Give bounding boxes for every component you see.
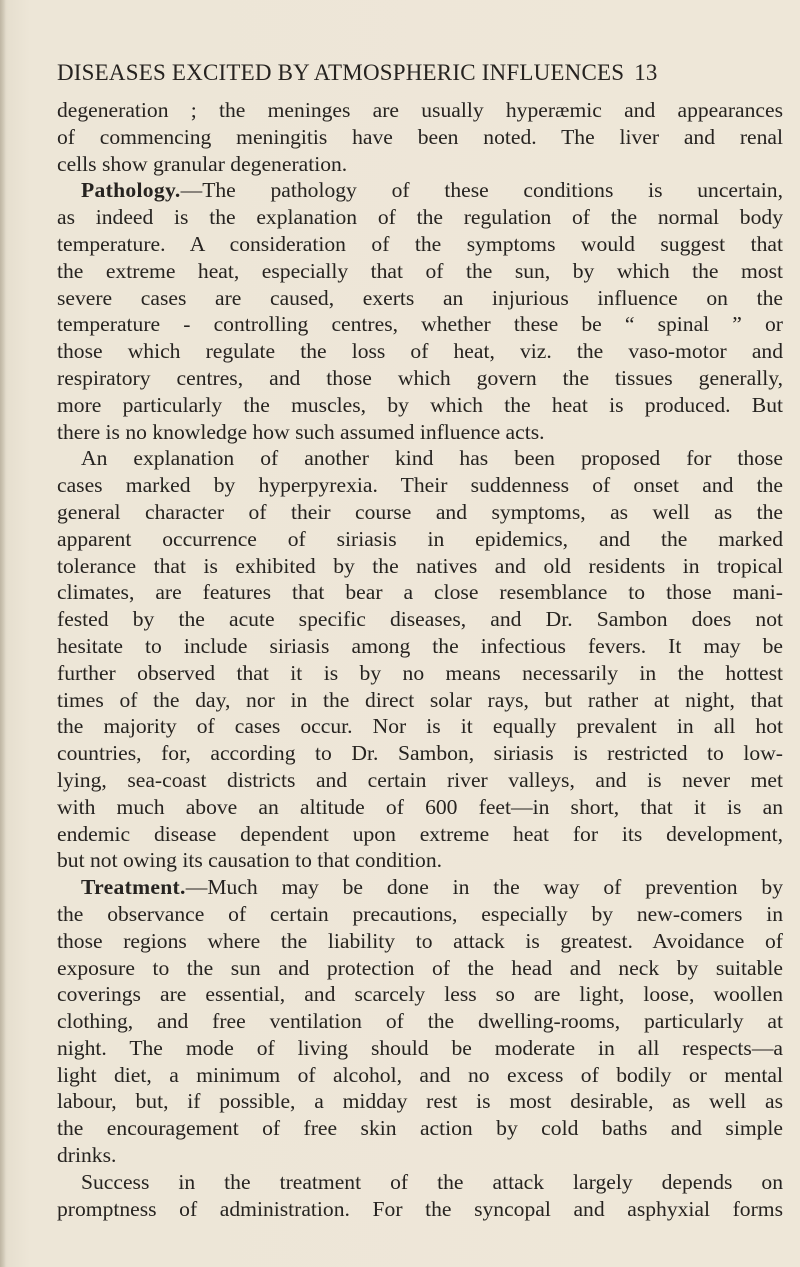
- page-number: 13: [634, 60, 658, 85]
- line-text: those which regulate the loss of heat, viz. the vaso-motor and: [57, 339, 783, 364]
- line-text: as indeed is the explanation of the regulation of the normal body: [57, 205, 783, 230]
- text-line: [57, 419, 783, 446]
- line-text: the majority of cases occur. Nor is it equally prevalent in all hot: [57, 714, 783, 739]
- line-text: climates, are features that bear a close resemblance to those mani-: [57, 580, 783, 605]
- line-text: tolerance that is exhibited by the natives and old residents in tropical: [57, 553, 783, 578]
- line-text: clothing, and free ventilation of the dwelling-rooms, particularly at: [57, 1009, 783, 1034]
- line-text: temperature - controlling centres, whether these be “ spinal ” or: [57, 312, 783, 337]
- line-text: the encouragement of free skin action by cold baths and simple: [57, 1116, 783, 1141]
- text-line: [57, 526, 783, 553]
- line-text: the extreme heat, especially that of the sun, by which the most: [57, 258, 783, 283]
- text-line: [57, 553, 783, 580]
- line-text: labour, but, if possible, a midday rest is most desirable, as well as: [57, 1089, 783, 1114]
- text-line: [57, 151, 783, 178]
- line-text: general character of their course and symptoms, as well as the: [57, 499, 783, 524]
- line-text: apparent occurrence of siriasis in epidemics, and the marked: [57, 526, 783, 551]
- line-text: severe cases are caused, exerts an injurious influence on the: [57, 285, 783, 310]
- body-text: [57, 97, 783, 1222]
- text-line: [57, 1142, 783, 1169]
- line-text: those regions where the liability to attack is greatest. Avoidance of: [57, 928, 783, 953]
- spine-shadow: [0, 0, 6, 1267]
- line-text: An explanation of another kind has been proposed for those: [81, 446, 783, 471]
- line-text: night. The mode of living should be moderate in all respects—a: [57, 1035, 783, 1060]
- line-text: of commencing meningitis have been noted. The liver and renal: [57, 124, 783, 149]
- line-text: temperature. A consideration of the symptoms would suggest that: [57, 231, 783, 256]
- line-text: countries, for, according to Dr. Sambon, siriasis is restricted to low-: [57, 741, 783, 766]
- line-text: more particularly the muscles, by which the heat is produced. But: [57, 392, 783, 417]
- section-heading: Treatment.: [81, 875, 186, 900]
- text-line: [57, 204, 783, 231]
- text-line: [57, 445, 783, 472]
- line-text: —The pathology of these conditions is uncertain,: [180, 178, 783, 203]
- line-text: light diet, a minimum of alcohol, and no excess of bodily or mental: [57, 1062, 783, 1087]
- text-line: [57, 1196, 783, 1223]
- text-line: [57, 1008, 783, 1035]
- line-text: but not owing its causation to that condition.: [57, 848, 443, 873]
- text-line: [57, 981, 783, 1008]
- text-line: [57, 285, 783, 312]
- section-heading: Pathology.: [81, 178, 181, 203]
- line-text: times of the day, nor in the direct solar rays, but rather at night, that: [57, 687, 783, 712]
- text-line: [57, 177, 783, 204]
- line-text: promptness of administration. For the syncopal and asphyxial forms: [57, 1196, 783, 1221]
- line-text: —Much may be done in the way of prevention by: [185, 875, 783, 900]
- text-line: [57, 311, 783, 338]
- text-line: [57, 767, 783, 794]
- line-text: coverings are essential, and scarcely less so are light, loose, woollen: [57, 982, 783, 1007]
- line-text: lying, sea-coast districts and certain river valleys, and is never met: [57, 767, 783, 792]
- text-line: [57, 606, 783, 633]
- line-text: further observed that it is by no means necessarily in the hottest: [57, 660, 783, 685]
- text-line: [57, 740, 783, 767]
- running-title: DISEASES EXCITED BY ATMOSPHERIC INFLUENCES: [57, 60, 625, 85]
- line-text: cases marked by hyperpyrexia. Their suddenness of onset and the: [57, 473, 783, 498]
- line-text: Success in the treatment of the attack largely depends on: [81, 1169, 783, 1194]
- text-line: [57, 124, 783, 151]
- line-text: drinks.: [57, 1143, 117, 1168]
- text-line: [57, 97, 783, 124]
- line-text: the observance of certain precautions, especially by new-comers in: [57, 901, 783, 926]
- line-text: hesitate to include siriasis among the infectious fevers. It may be: [57, 633, 783, 658]
- text-line: [57, 1088, 783, 1115]
- text-line: [57, 687, 783, 714]
- line-text: respiratory centres, and those which govern the tissues generally,: [57, 365, 783, 390]
- text-line: [57, 874, 783, 901]
- line-text: exposure to the sun and protection of the head and neck by suitable: [57, 955, 783, 980]
- line-text: endemic disease dependent upon extreme heat for its development,: [57, 821, 783, 846]
- running-header: [57, 60, 757, 86]
- text-line: [57, 1035, 783, 1062]
- text-line: [57, 660, 783, 687]
- text-line: [57, 794, 783, 821]
- text-line: [57, 713, 783, 740]
- text-line: [57, 821, 783, 848]
- line-text: there is no knowledge how such assumed influence acts.: [57, 419, 545, 444]
- text-line: [57, 392, 783, 419]
- text-line: [57, 579, 783, 606]
- line-text: cells show granular degeneration.: [57, 151, 348, 176]
- text-line: [57, 258, 783, 285]
- text-line: [57, 847, 783, 874]
- line-text: with much above an altitude of 600 feet—in short, that it is an: [57, 794, 783, 819]
- text-line: [57, 231, 783, 258]
- text-line: [57, 633, 783, 660]
- text-line: [57, 472, 783, 499]
- text-line: [57, 499, 783, 526]
- text-line: [57, 338, 783, 365]
- text-line: [57, 365, 783, 392]
- text-line: [57, 955, 783, 982]
- text-line: [57, 1169, 783, 1196]
- text-line: [57, 901, 783, 928]
- text-line: [57, 1062, 783, 1089]
- line-text: degeneration ; the meninges are usually hyperæmic and appearances: [57, 98, 783, 122]
- text-line: [57, 1115, 783, 1142]
- text-line: [57, 928, 783, 955]
- line-text: fested by the acute specific diseases, and Dr. Sambon does not: [57, 607, 783, 632]
